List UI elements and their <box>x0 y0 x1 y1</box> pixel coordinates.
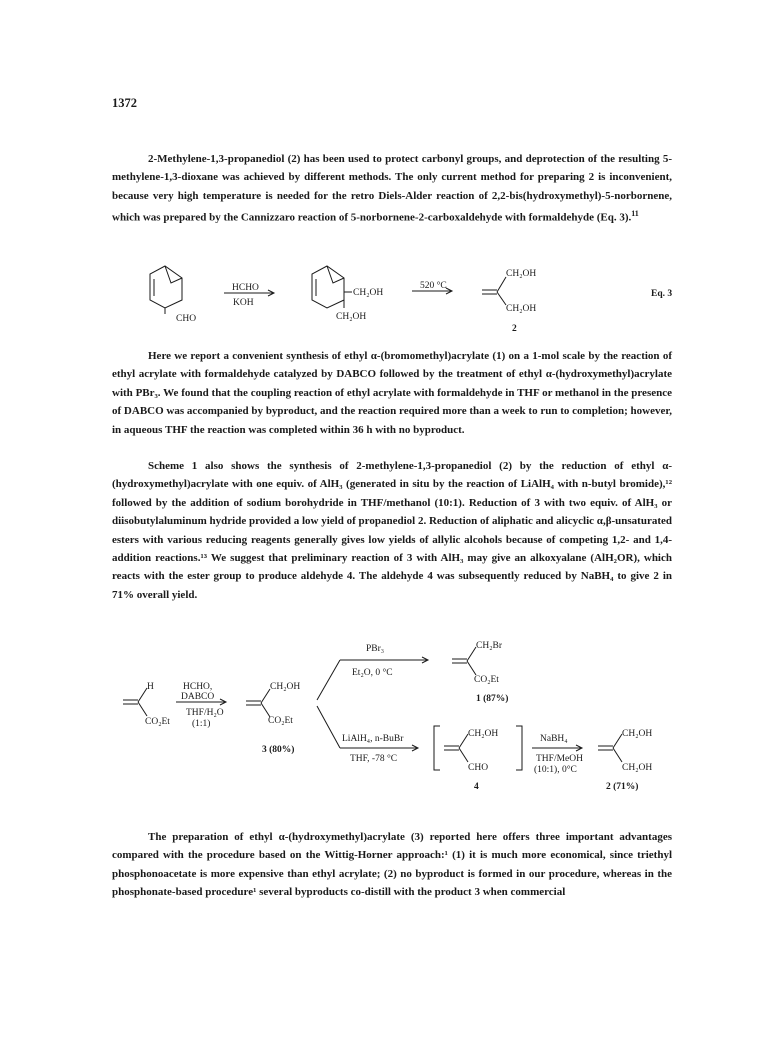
eq3-product-number: 2 <box>512 324 517 334</box>
i4-label: 4 <box>474 782 479 792</box>
nabh4-c1: THF/MeOH <box>536 754 583 764</box>
branch-down <box>317 706 340 748</box>
eq3-reagent-bottom: KOH <box>233 298 254 308</box>
p1-label: 1 (87%) <box>476 694 509 704</box>
paragraph-synthesis: Here we report a convenient synthesis of ethyl α-(bromomethyl)acrylate (1) on a 1-mol scale by the reaction of ethyl acrylate with formaldehyde catalyzed by DABCO followed by the treatment of ethyl α-(hydroxymethyl)acrylate with PBr₃. We found that the coupling reaction of ethyl acrylate with formaldehyde in THF or methanol in the presence of DABCO was accompanied by byproduct, and the reaction required more than a week to run to completion; however, in aqueous THF the reaction was completed within 36 h with no byproduct. <box>112 350 672 436</box>
r1-mid: DABCO <box>181 692 215 702</box>
p2-top: CH₂OH <box>622 729 653 739</box>
eq3-label: Eq. 3 <box>651 289 673 299</box>
r1-bot1: THF/H₂O <box>186 708 224 718</box>
i3-label: 3 (80%) <box>262 745 295 755</box>
paragraph-scheme1: Scheme 1 also shows the synthesis of 2-methylene-1,3-propanediol (2) by the reduction of ethyl α-(hydroxymethyl)acrylate with one equiv. of AlH₃ (generated in situ by the reaction of LiAlH₄ with n-butyl bromide),¹² followed by the addition of sodium borohydride in THF/methanol (10:1). Reduction of 3 with two equiv. of AlH₃ or diisobutylaluminum hydride provided a low yield of propanediol 2. Reduction of aliphatic and alicyclic α,β-unsaturated esters with various reducing reagents generally gives low yields of allylic alcohols because of competing 1,2- and 1,4-addition reactions.¹³ We suggest that preliminary reaction of 3 with AlH₃ may give an alkoxyalane (AlH₂OR), which reacts with the ester group to produce aldehyde 4. The aldehyde 4 was subsequently reduced by NaBH₄ to give 2 in 71% overall yield. <box>112 460 672 601</box>
page-number: 1372 <box>112 96 137 110</box>
p2-bottom: CH₂OH <box>622 763 653 773</box>
p2-label: 2 (71%) <box>606 782 639 792</box>
branch-up <box>317 660 340 700</box>
bracket-left <box>434 726 440 770</box>
p1-ch2br: CH₂Br <box>476 641 503 651</box>
eq3-temperature: 520 °C <box>420 281 447 291</box>
eq3-product-bottom: CH₂OH <box>506 304 537 314</box>
nabh4-c2: (10:1), 0°C <box>534 765 577 775</box>
r1-bot2: (1:1) <box>192 719 211 729</box>
i3-ch2oh: CH₂OH <box>270 682 301 692</box>
eq3-reagent-top: HCHO <box>232 283 259 293</box>
bracket-right <box>516 726 522 770</box>
ethyl-acrylate-structure <box>123 688 147 716</box>
eq3-ch2oh-bottom: CH₂OH <box>336 312 367 322</box>
p1-co2et: CO₂Et <box>474 675 499 685</box>
compound-2-structure <box>598 734 622 762</box>
paragraph-advantages: The preparation of ethyl α-(hydroxymethyl)acrylate (3) reported here offers three important advantages compared with the procedure based on the Wittig-Horner approach:¹ (1) it is much more economical, since triethyl phosphonoacetate is more expensive than ethyl acrylate; (2) no byproduct is formed in our procedure, whereas in the phosphonate-based procedure¹ several byproducts co-distill with the product 3 when commercial <box>112 831 672 899</box>
lialh-cond: THF, -78 °C <box>350 754 398 764</box>
i4-ch2oh: CH₂OH <box>468 729 499 739</box>
sm-co2et: CO₂Et <box>145 717 170 727</box>
pbr3-label: PBr₃ <box>366 644 385 654</box>
sm-h: H <box>147 682 154 692</box>
i4-cho: CHO <box>468 763 489 773</box>
reference-11: 11 <box>631 209 639 219</box>
i3-co2et: CO₂Et <box>268 716 293 726</box>
paragraph-intro-text: 2-Methylene-1,3-propanediol (2) has been used to protect carbonyl groups, and deprotection of the resulting 5-methylene-1,3-dioxane was achieved by different methods. The only current method for preparing 2 is inconvenient, because very high temperature is needed for the retro Diels-Alder reaction of 2,2-bis(hydroxymethyl)-5-norbornene, which was prepared by the Cannizzaro reaction of 5-norbornene-2-carboxaldehyde with formaldehyde (Eq. 3). <box>112 153 672 224</box>
r1-top: HCHO, <box>183 682 213 692</box>
compound-3-structure <box>246 689 270 717</box>
eq3-cho: CHO <box>176 314 197 324</box>
nabh4-label: NaBH₄ <box>540 734 568 744</box>
eq3-ch2oh-right: CH₂OH <box>353 288 384 298</box>
eq3-product-top: CH₂OH <box>506 269 537 279</box>
pbr3-cond: Et₂O, 0 °C <box>352 668 393 678</box>
lialh-label: LiAlH₄, n-BuBr <box>342 734 404 744</box>
compound-4-structure <box>444 734 468 762</box>
compound-1-structure <box>452 647 476 675</box>
